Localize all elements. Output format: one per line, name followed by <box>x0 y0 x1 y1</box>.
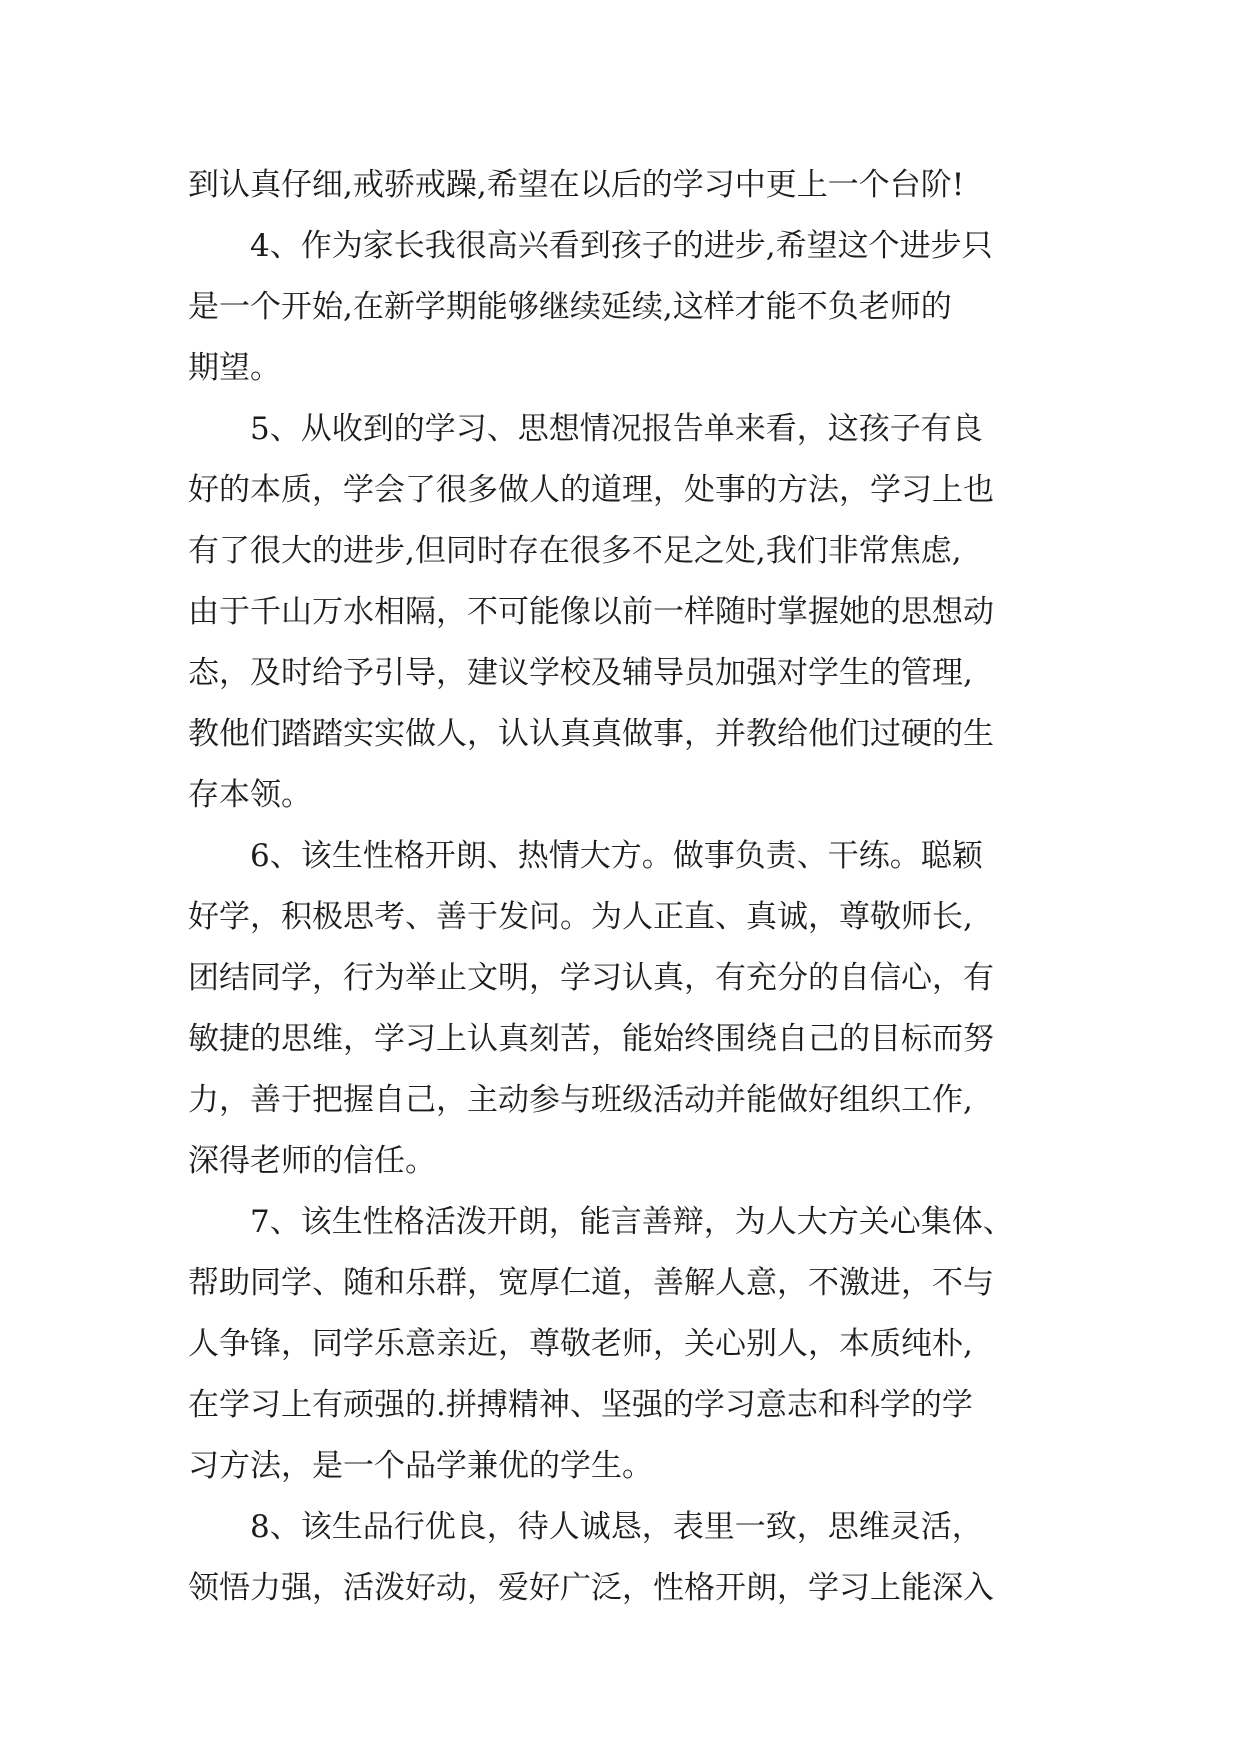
text-line: 态，及时给予引导，建议学校及辅导员加强对学生的管理, <box>188 655 973 691</box>
text-line: 是一个开始,在新学期能够继续延续,这样才能不负老师的 <box>188 289 952 325</box>
text-line: 教他们踏踏实实做人，认认真真做事，并教给他们过硬的生 <box>188 716 994 752</box>
paragraph-item-7 <box>188 1192 1068 1497</box>
text-line: 敏捷的思维，学习上认真刻苦，能始终围绕自己的目标而努 <box>188 1021 994 1057</box>
text-line: 存本领。 <box>188 777 312 813</box>
text-line: 好学，积极思考、善于发问。为人正直、真诚，尊敬师长, <box>188 899 973 935</box>
text-line: 8、该生品行优良，待人诚恳，表里一致，思维灵活， <box>250 1509 983 1545</box>
text-line: 7、该生性格活泼开朗，能言善辩，为人大方关心集体、 <box>250 1204 1014 1240</box>
paragraph-continuation <box>188 155 1068 216</box>
text-line: 团结同学，行为举止文明，学习认真，有充分的自信心，有 <box>188 960 994 996</box>
paragraph-item-4 <box>188 216 1068 399</box>
text-line: 由于千山万水相隔，不可能像以前一样随时掌握她的思想动 <box>188 594 994 630</box>
paragraph-item-6 <box>188 826 1068 1192</box>
text-line: 习方法，是一个品学兼优的学生。 <box>188 1448 653 1484</box>
document-body <box>188 155 1068 1619</box>
text-line: 4、作为家长我很高兴看到孩子的进步,希望这个进步只 <box>250 228 993 264</box>
text-line: 领悟力强，活泼好动，爱好广泛，性格开朗，学习上能深入 <box>188 1570 994 1606</box>
text-line: 在学习上有顽强的.拼搏精神、坚强的学习意志和科学的学 <box>188 1387 973 1423</box>
text-line: 人争锋，同学乐意亲近，尊敬老师，关心别人，本质纯朴, <box>188 1326 973 1362</box>
text-line: 力，善于把握自己，主动参与班级活动并能做好组织工作, <box>188 1082 973 1118</box>
text-line: 深得老师的信任。 <box>188 1143 436 1179</box>
text-line: 6、该生性格开朗、热情大方。做事负责、干练。聪颖 <box>250 838 983 874</box>
text-line: 期望。 <box>188 350 281 386</box>
text-line: 有了很大的进步,但同时存在很多不足之处,我们非常焦虑, <box>188 533 962 569</box>
text-line: 帮助同学、随和乐群，宽厚仁道，善解人意，不激进，不与 <box>188 1265 994 1301</box>
text-line: 5、从收到的学习、思想情况报告单来看，这孩子有良 <box>250 411 983 447</box>
paragraph-item-8 <box>188 1497 1068 1619</box>
paragraph-item-5 <box>188 399 1068 826</box>
text-line: 到认真仔细,戒骄戒躁,希望在以后的学习中更上一个台阶! <box>188 167 965 203</box>
text-line: 好的本质，学会了很多做人的道理，处事的方法，学习上也 <box>188 472 994 508</box>
